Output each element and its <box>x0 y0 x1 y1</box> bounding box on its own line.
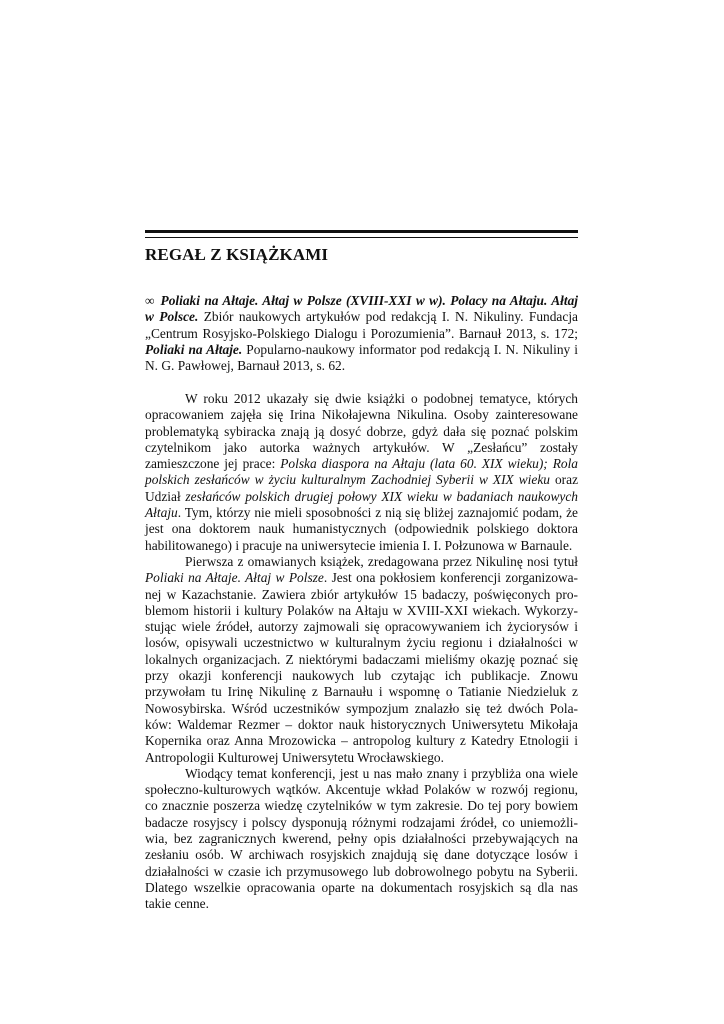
book-description-2: Popularno-naukowy informator pod redakcją I. N. Nikuliny i N. G. Pawłowej, Barnauł 2013, s. 62. <box>145 341 578 374</box>
paragraph-2 <box>145 554 578 766</box>
book-title-2: Poliaki na Ałtaje. <box>145 341 243 357</box>
paragraph-2-italic-a: Poliaki na Ałtaje. Ałtaj w Polsze <box>145 570 324 586</box>
infinity-symbol-icon: ∞ <box>145 293 155 308</box>
paragraph-1-italic-b: zesłańców polskich drugiej połowy XIX wieku w badaniach naukowych Ałtaju <box>145 488 578 521</box>
bibliographic-entry <box>145 293 578 374</box>
paragraph-3 <box>145 766 578 913</box>
header-rule-thin <box>145 237 578 238</box>
article-body <box>145 391 578 913</box>
paragraph-1-italic-a: Polska diaspora na Ałtaju (lata 60. XIX wieku); Rola polskich zesłańców w życiu kulturalnym Zachodniej Syberii w XIX wieku <box>145 456 578 488</box>
paragraph-1-text-a: W roku 2012 ukazały się dwie książki o podobnej tematyce, których opracowaniem zajęła się Irina Nikołajewna Nikulina. Osoby zainteresowane problematyką sybiracka znają ją dosyć dobrze, gdyż dała się poznać polskim czytelnikom jako autorka ważnych artykułów. W „Zesłańcu” zostały zamieszczone jej prace: <box>145 391 578 472</box>
header-rule-thick <box>145 230 578 233</box>
book-description-1: Zbiór naukowych artykułów pod redakcją I. N. Nikuliny. Fundacja „Centrum Rosyjsko-Polskiego Dialogu i Porozumienia”. Barnauł 2013, s. 172; <box>145 309 578 341</box>
paragraph-2-text-a: Pierwsza z omawianych książek, zredagowana przez Nikulinę nosi tytuł <box>185 553 578 569</box>
paragraph-1-text-c: . Tym, którzy nie mieli sposobności z nią się bliżej zaznajomić podam, że jest ona doktorem nauk humanistycznych (odpowiednik polskiego doktora habilitowanego) i pracuje na uniwersytecie imienia I. I. Połzunowa w Barnaule. <box>145 505 578 553</box>
paragraph-1-text-b: oraz Udział <box>145 472 579 504</box>
paragraph-2-text-b: . Jest ona pokłosiem konferencji zorganizowanej w Kazachstanie. Zawiera zbiór artykułów 15 badaczy, poświęconych problemom historii i kultury Polaków na Ałtaju w XVIII-XXI wiekach. Wykorzystując wiele źródeł, autorzy zajmowali się opracowywaniem ich życiorysów i losów, opisywali uczestnictwo w kulturalnym życiu regionu i działalności w lokalnych organizacjach. Z niektórymi badaczami mieliśmy okazję poznać się przy okazji konferencji naukowych lub czytając ich publikacje. Znowu przywołam tu Irinę Nikulinę z Barnaułu i wspomnę o Tatianie Niedzieluk z Nowosybirska. Wśród uczestników sympozjum znalazło się też dwóch Polaków: Waldemar Rezmer – doktor nauk historycznych Uniwersytetu Mikołaja Kopernika oraz Anna Mrozowicka – antropolog kultury z Katedry Etnologii i Antropologii Kulturowej Uniwersytetu Wrocławskiego. <box>145 570 579 765</box>
paragraph-3-text: Wiodący temat konferencji, jest u nas mało znany i przybliża ona wiele społeczno-kulturowych wątków. Akcentuje wkład Polaków w rozwój regionu, co znacznie poszerza wiedzę czytelników w tym zakresie. Do tej pory bowiem badacze rosyjscy i polscy dysponują różnymi rodzajami źródeł, co uniemożliwia, bez zagranicznych kwerend, pełny opis działalności przebywających na zesłaniu osób. W archiwach rosyjskich znajdują się dane dotyczące losów i działalności w czasie ich przymusowego lub dobrowolnego pobytu na Syberii. Dlatego wszelkie opracowania oparte na dokumentach rosyjskich są dla nas takie cenne. <box>145 765 578 912</box>
bibliographic-note <box>145 293 578 374</box>
paragraph-1 <box>145 391 578 554</box>
book-title-1: Poliaki na Ałtaje. Ałtaj w Polsze (XVIII-XXI w w). Polacy na Ałtaju. Ałtaj w Polsce. <box>145 293 578 325</box>
section-title: REGAŁ Z KSIĄŻKAMI <box>145 245 329 264</box>
